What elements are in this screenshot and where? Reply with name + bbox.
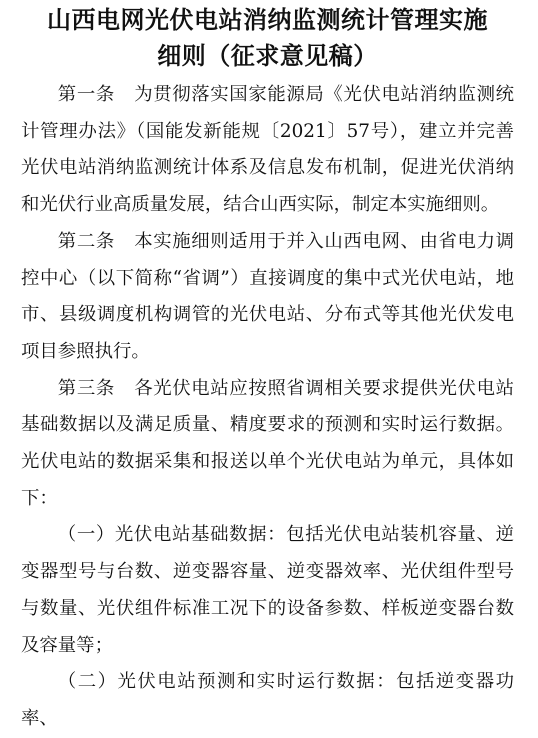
article-1-text: 为贯彻落实国家能源局《光伏电站消纳监测统计管理办法》（国能发新能规〔2021〕57号），建立并完善光伏电站消纳监测统计体系及信息发布机制，促进光伏消纳和光伏行业高质量发展，结合山西实际，制定本实施细则。 — [21, 84, 514, 216]
item-2: （二）光伏电站预测和实时运行数据：包括逆变器功率、 — [21, 671, 514, 729]
document-title-line-1: 山西电网光伏电站消纳监测统计管理实施 — [47, 6, 488, 34]
article-2-text: 本实施细则适用于并入山西电网、由省电力调控中心（以下简称“省调”）直接调度的集中式光伏电站，地市、县级调度机构调管的光伏电站、分布式等其他光伏发电项目参照执行。 — [21, 230, 514, 362]
article-2 — [21, 224, 514, 371]
article-1 — [21, 77, 514, 224]
document-title-line-2: 细则（征求意见稿） — [157, 42, 378, 70]
article-3-text: 各光伏电站应按照省调相关要求提供光伏电站基础数据以及满足质量、精度要求的预测和实时运行数据。光伏电站的数据采集和报送以单个光伏电站为单元，具体如下： — [21, 377, 514, 509]
article-3 — [21, 371, 514, 518]
document-title — [21, 0, 514, 74]
article-2-number: 第二条 — [57, 230, 115, 252]
item-1: （一）光伏电站基础数据：包括光伏电站装机容量、逆变器型号与台数、逆变器容量、逆变器效率、光伏组件型号与数量、光伏组件标准工况下的设备参数、样板逆变器台数及容量等； — [21, 524, 514, 656]
article-3-number: 第三条 — [57, 377, 115, 399]
article-1-number: 第一条 — [57, 84, 115, 105]
